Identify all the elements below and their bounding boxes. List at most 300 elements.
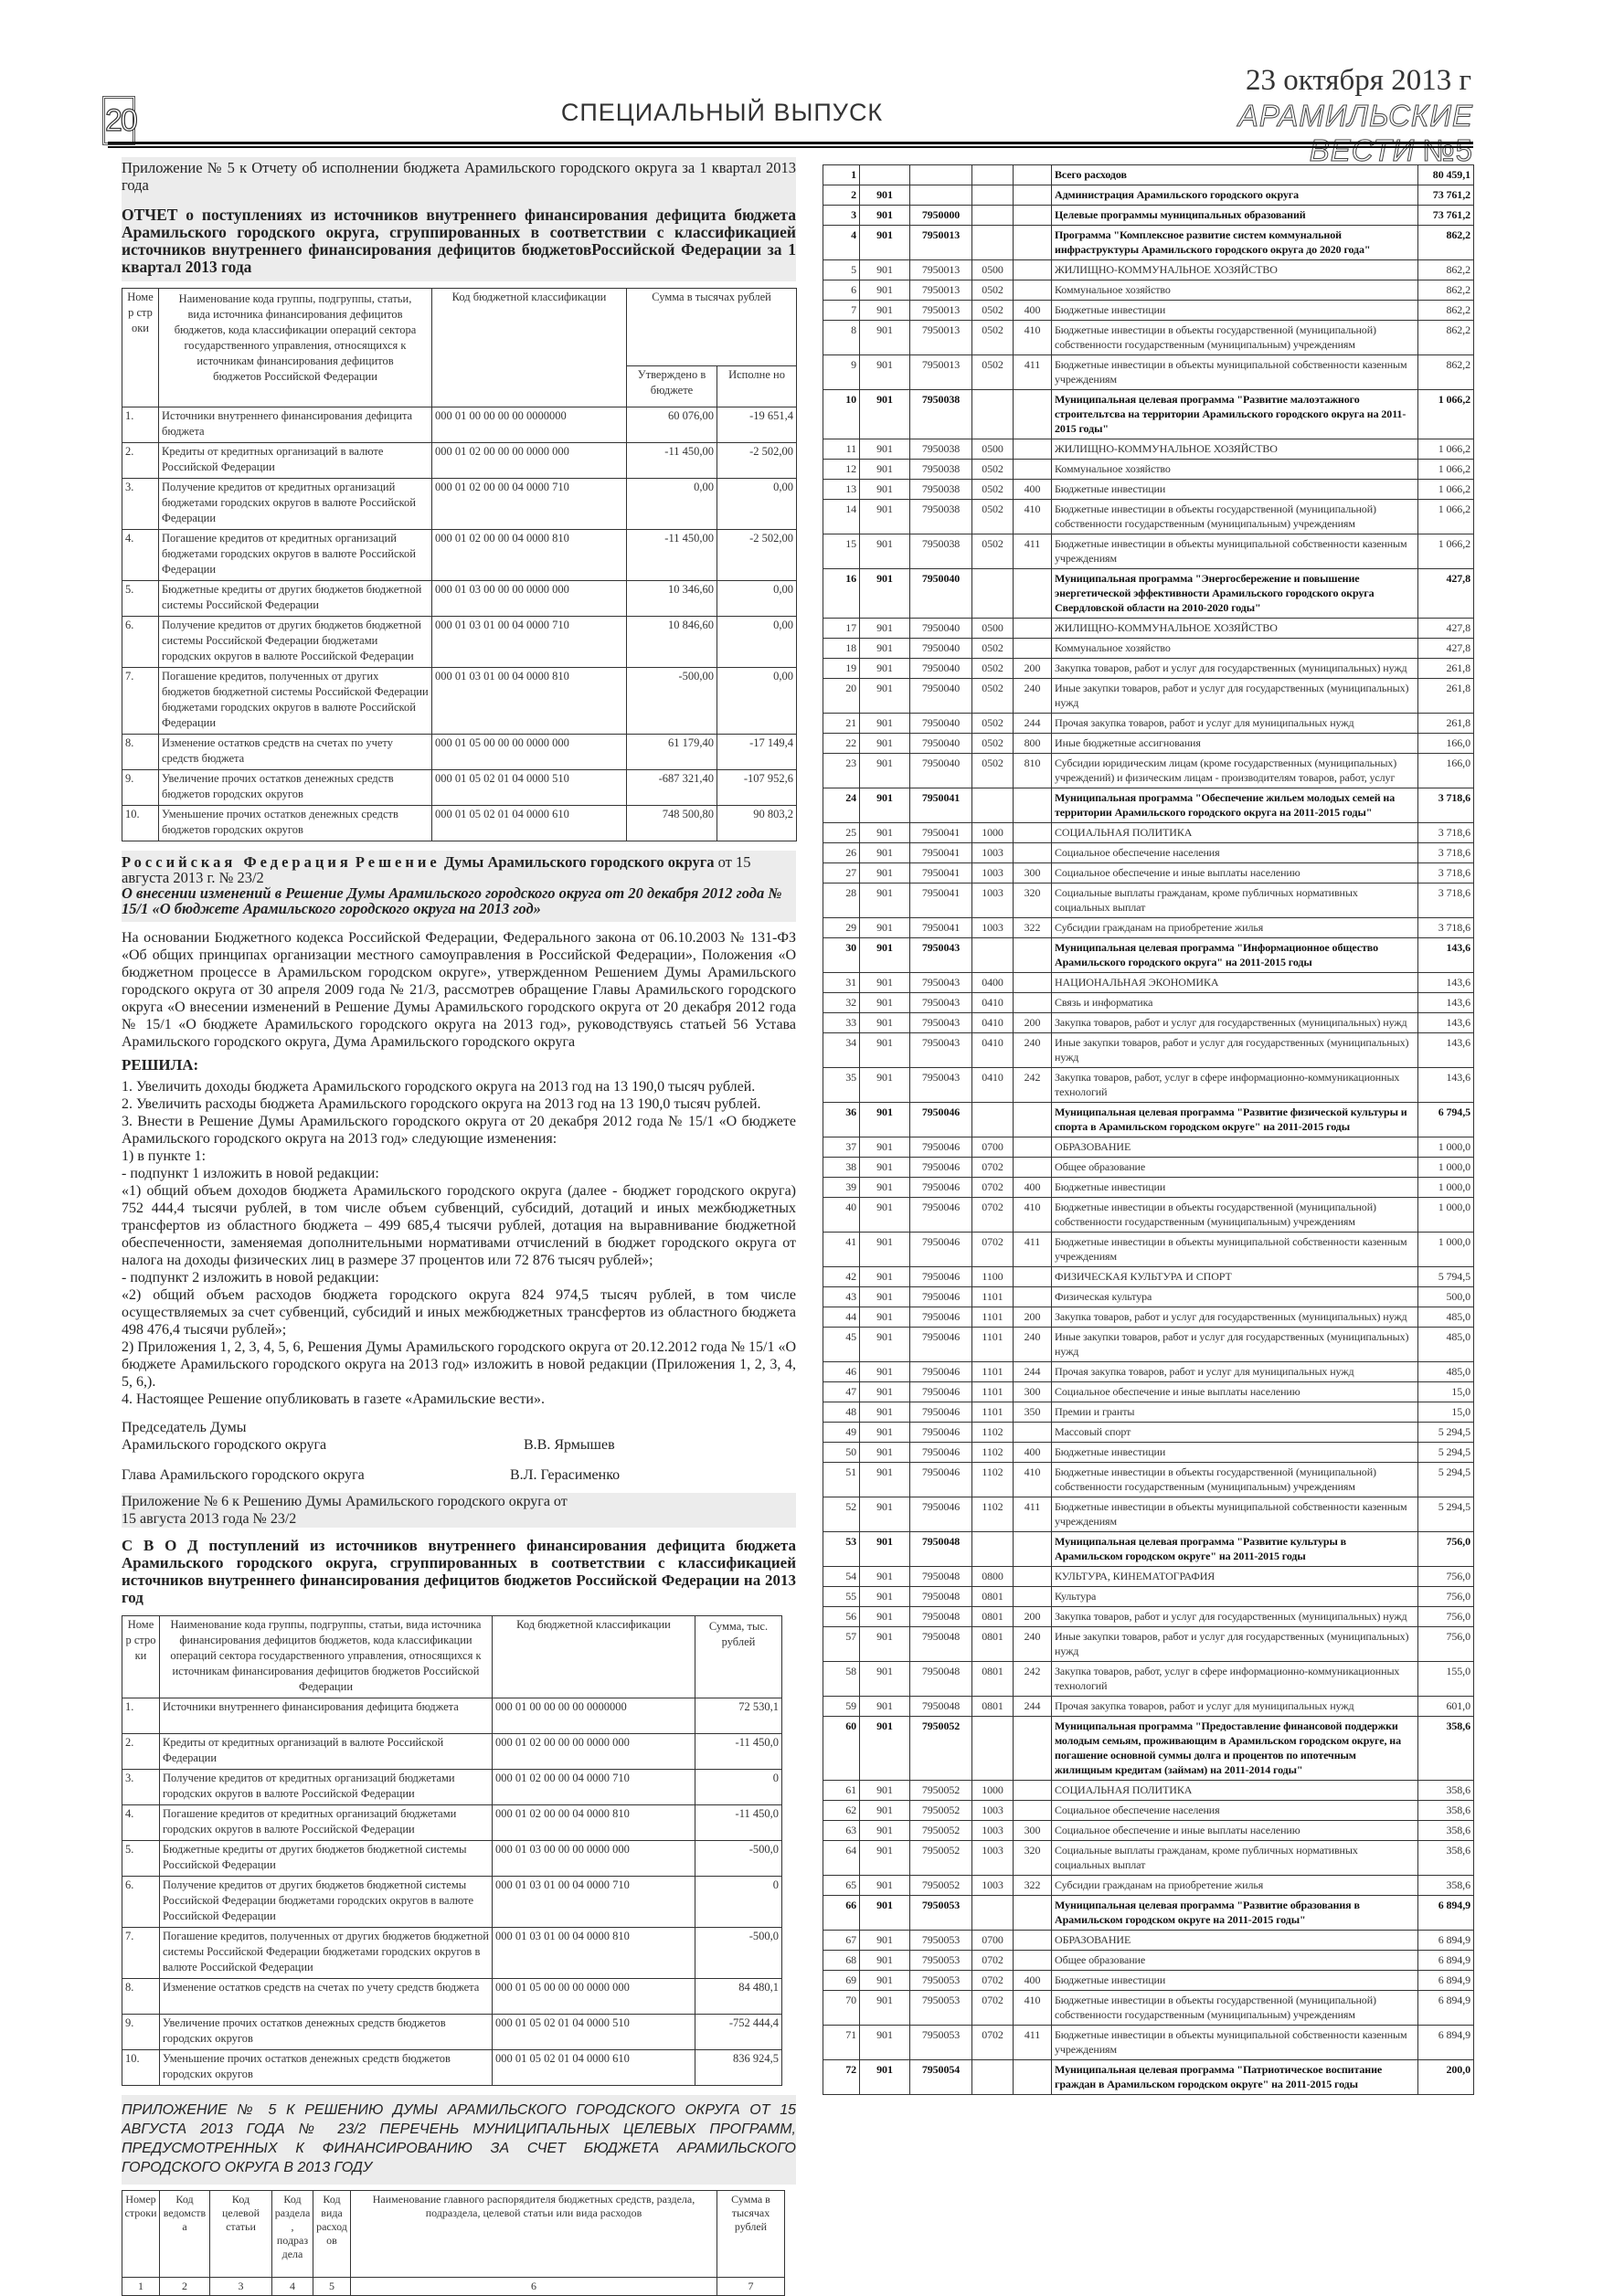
row-number: 68: [823, 1951, 860, 1971]
row-number: 43: [823, 1287, 860, 1307]
table-row: [823, 1662, 1474, 1697]
row-sum: 862,2: [1418, 280, 1474, 301]
col-header-no: Номер строки: [122, 1616, 160, 1698]
expense-code: [1014, 1896, 1052, 1931]
section-code: 1003: [972, 1801, 1014, 1821]
row-number: 70: [823, 1991, 860, 2026]
row-number: 52: [823, 1497, 860, 1532]
row-number: 2: [823, 185, 860, 206]
row-name: Закупка товаров, работ и услуг для государственных (муниципальных) нужд: [1052, 1607, 1418, 1627]
target-code: 7950048: [910, 1607, 972, 1627]
table-row: [823, 1587, 1474, 1607]
expense-code: [1014, 185, 1052, 206]
table-row: [122, 806, 797, 841]
row-sum: 862,2: [1418, 321, 1474, 355]
decision-items: [122, 1078, 796, 1408]
target-code: 7950040: [910, 679, 972, 714]
dept-code: 901: [860, 1382, 910, 1402]
row-sum: 1 000,0: [1418, 1158, 1474, 1178]
section-code: [972, 165, 1014, 185]
row-sum: 485,0: [1418, 1307, 1474, 1328]
row-name: Коммунальное хозяйство: [1052, 460, 1418, 480]
section-code: 1102: [972, 1423, 1014, 1443]
expense-code: [1014, 206, 1052, 226]
dept-code: 901: [860, 1781, 910, 1801]
dept-code: 901: [860, 280, 910, 301]
row-executed: -19 651,4: [717, 407, 797, 443]
section-code: 0702: [972, 1158, 1014, 1178]
row-sum: 427,8: [1418, 569, 1474, 619]
expense-code: [1014, 1587, 1052, 1607]
dept-code: 901: [860, 754, 910, 788]
table-row: [122, 530, 797, 581]
expense-code: [1014, 639, 1052, 659]
table-row: [823, 863, 1474, 883]
row-sum: 756,0: [1418, 1587, 1474, 1607]
row-executed: 90 803,2: [717, 806, 797, 841]
row-sum: 143,6: [1418, 993, 1474, 1013]
row-code: 000 01 05 00 00 00 0000 000: [432, 735, 627, 770]
row-code: 000 01 05 02 01 04 0000 510: [493, 2015, 695, 2050]
row-name: Получение кредитов от кредитных организаций бюджетами городских округов в валюте Российской Федерации: [160, 1770, 493, 1805]
report-appendix: Приложение № 5 к Отчету об исполнении бюджета Арамильского городского округа за 1 квартал 2013 года: [122, 159, 796, 194]
row-sum: 1 066,2: [1418, 460, 1474, 480]
row-number: 61: [823, 1781, 860, 1801]
section-code: 1101: [972, 1287, 1014, 1307]
section-code: 1003: [972, 843, 1014, 863]
row-number: 9.: [122, 2015, 160, 2050]
target-code: 7950040: [910, 659, 972, 679]
row-name: Погашение кредитов от кредитных организаций бюджетами городских округов в валюте Российской Федерации: [159, 530, 432, 581]
row-name: Прочая закупка товаров, работ и услуг для муниципальных нужд: [1052, 1697, 1418, 1717]
section-code: [972, 1532, 1014, 1567]
expense-code: 300: [1014, 863, 1052, 883]
row-number: 19: [823, 659, 860, 679]
row-name: Бюджетные инвестиции: [1052, 1443, 1418, 1463]
row-sum: 1 066,2: [1418, 500, 1474, 534]
section-code: 0502: [972, 321, 1014, 355]
dept-code: 901: [860, 1287, 910, 1307]
target-code: 7950038: [910, 460, 972, 480]
section-code: [972, 390, 1014, 439]
row-sum: 358,6: [1418, 1876, 1474, 1896]
row-sum: 5 294,5: [1418, 1443, 1474, 1463]
expense-code: 410: [1014, 500, 1052, 534]
expense-code: 244: [1014, 1697, 1052, 1717]
expense-code: 240: [1014, 1627, 1052, 1662]
table-row: [823, 500, 1474, 534]
row-name: СОЦИАЛЬНАЯ ПОЛИТИКА: [1052, 1781, 1418, 1801]
row-sum: 1 000,0: [1418, 1137, 1474, 1158]
row-sum: 155,0: [1418, 1662, 1474, 1697]
row-name: Субсидии юридическим лицам (кроме государственных (муниципальных) учреждений) и физическим лицам - производителям товаров, работ, услуг: [1052, 754, 1418, 788]
svod-table: [122, 1615, 782, 2086]
row-sum: 15,0: [1418, 1382, 1474, 1402]
row-number: 14: [823, 500, 860, 534]
section-code: 0502: [972, 301, 1014, 321]
row-number: 67: [823, 1931, 860, 1951]
row-number: 46: [823, 1362, 860, 1382]
row-number: 71: [823, 2026, 860, 2060]
report-title: ОТЧЕТ о поступлениях из источников внутреннего финансирования дефицита бюджета Арамильского городского округа, сгруппированных в соответствии с классификацией источников внутреннего финансирования дефицитов бюджетовРоссийской Федерации за 1 квартал 2013 года: [122, 206, 796, 276]
row-number: 17: [823, 619, 860, 639]
decision-country: Российская Федерация: [122, 853, 352, 871]
section-code: 1003: [972, 1841, 1014, 1876]
expense-code: 411: [1014, 1233, 1052, 1267]
section-code: 1102: [972, 1497, 1014, 1532]
section-code: [972, 569, 1014, 619]
expense-code: [1014, 165, 1052, 185]
expense-code: [1014, 1287, 1052, 1307]
row-sum: -11 450,0: [695, 1805, 782, 1841]
table-row: [823, 1267, 1474, 1287]
row-sum: 862,2: [1418, 301, 1474, 321]
row-name: Закупка товаров, работ, услуг в сфере информационно-коммуникационных технологий: [1052, 1662, 1418, 1697]
table-row: [823, 1991, 1474, 2026]
row-number: 5: [823, 260, 860, 280]
row-name: Коммунальное хозяйство: [1052, 280, 1418, 301]
target-code: 7950052: [910, 1717, 972, 1781]
programs-table: [823, 164, 1474, 2095]
table-row: [823, 1307, 1474, 1328]
row-number: 59: [823, 1697, 860, 1717]
row-name: Бюджетные кредиты от других бюджетов бюджетной системы Российской Федерации: [159, 581, 432, 617]
row-executed: -2 502,00: [717, 530, 797, 581]
dept-code: 901: [860, 1068, 910, 1103]
row-code: 000 01 03 01 00 04 0000 710: [493, 1877, 695, 1928]
table-row: [823, 569, 1474, 619]
row-name: Всего расходов: [1052, 165, 1418, 185]
section-code: 0702: [972, 1233, 1014, 1267]
row-number: 27: [823, 863, 860, 883]
dept-code: 901: [860, 1607, 910, 1627]
table-row: [823, 165, 1474, 185]
dept-code: 901: [860, 863, 910, 883]
dept-code: 901: [860, 734, 910, 754]
section-code: 0702: [972, 2026, 1014, 2060]
row-number: 57: [823, 1627, 860, 1662]
row-name: Увеличение прочих остатков денежных средств бюджетов городских округов: [159, 770, 432, 806]
row-name: Кредиты от кредитных организаций в валюте Российской Федерации: [160, 1734, 493, 1770]
row-name: Прочая закупка товаров, работ и услуг для муниципальных нужд: [1052, 714, 1418, 734]
target-code: 7950052: [910, 1801, 972, 1821]
target-code: 7950046: [910, 1463, 972, 1497]
target-code: 7950048: [910, 1627, 972, 1662]
row-number: 58: [823, 1662, 860, 1697]
row-sum: 756,0: [1418, 1607, 1474, 1627]
target-code: 7950046: [910, 1178, 972, 1198]
row-name: Программа "Комплексное развитие систем коммунальной инфраструктуры Арамильского городского округа до 2020 года": [1052, 226, 1418, 260]
row-code: 000 01 02 00 00 04 0000 810: [432, 530, 627, 581]
dept-code: 901: [860, 1662, 910, 1697]
dept-code: 901: [860, 1991, 910, 2026]
row-sum: 1 000,0: [1418, 1233, 1474, 1267]
section-code: 0702: [972, 1178, 1014, 1198]
row-name: Бюджетные кредиты от других бюджетов бюджетной системы Российской Федерации: [160, 1841, 493, 1877]
dept-code: [860, 165, 910, 185]
target-code: 7950046: [910, 1402, 972, 1423]
row-sum: 358,6: [1418, 1841, 1474, 1876]
table-row: [823, 1497, 1474, 1532]
dept-code: 901: [860, 1328, 910, 1362]
table-row: [823, 321, 1474, 355]
dept-code: 901: [860, 1178, 910, 1198]
expense-code: 200: [1014, 1307, 1052, 1328]
row-name: Общее образование: [1052, 1158, 1418, 1178]
row-number: 45: [823, 1328, 860, 1362]
section-code: [972, 206, 1014, 226]
table-row: [823, 1362, 1474, 1382]
decision-item: 2) Приложения 1, 2, 3, 4, 5, 6, Решения Думы Арамильского городского округа от 20.12.2012 года № 15/1 «О бюджете Арамильского городского округа на 2013 год» изложить в новой редакции (Приложения 1, 2, 3, 4, 5, 6,).: [122, 1339, 796, 1390]
section-code: 1000: [972, 823, 1014, 843]
row-sum: 836 924,5: [695, 2050, 782, 2086]
table-row: [823, 1697, 1474, 1717]
row-name: Муниципальная целевая программа "Развитие культуры в Арамильском городском округе" на 2011-2015 годы: [1052, 1532, 1418, 1567]
row-sum: 3 718,6: [1418, 883, 1474, 918]
row-name: Муниципальная целевая программа "Развитие физической культуры и спорта в Арамильском городском округе" на 2011-2015 годы: [1052, 1103, 1418, 1137]
expense-code: 240: [1014, 1033, 1052, 1068]
row-sum: -752 444,4: [695, 2015, 782, 2050]
row-sum: 1 066,2: [1418, 390, 1474, 439]
row-name: Уменьшение прочих остатков денежных средств бюджетов городских округов: [160, 2050, 493, 2086]
target-code: 7950013: [910, 260, 972, 280]
dept-code: 901: [860, 226, 910, 260]
target-code: 7950053: [910, 1991, 972, 2026]
row-name: ЖИЛИЩНО-КОММУНАЛЬНОЕ ХОЗЯЙСТВО: [1052, 260, 1418, 280]
row-sum: 84 480,1: [695, 1979, 782, 2015]
row-number: 21: [823, 714, 860, 734]
table-row: [122, 443, 797, 479]
section-code: 0801: [972, 1587, 1014, 1607]
expense-code: [1014, 1951, 1052, 1971]
expense-code: 320: [1014, 1841, 1052, 1876]
row-name: Получение кредитов от других бюджетов бюджетной системы Российской Федерации бюджетами городских округов в валюте Российской Федерации: [160, 1877, 493, 1928]
page-number: 20: [102, 96, 135, 145]
table-row: [823, 734, 1474, 754]
target-code: 7950043: [910, 973, 972, 993]
row-sum: 358,6: [1418, 1781, 1474, 1801]
target-code: 7950046: [910, 1267, 972, 1287]
target-code: 7950013: [910, 321, 972, 355]
row-name: Закупка товаров, работ и услуг для государственных (муниципальных) нужд: [1052, 1307, 1418, 1328]
signature-chairman: [122, 1419, 796, 1454]
expense-code: 410: [1014, 1991, 1052, 2026]
dept-code: 901: [860, 1423, 910, 1443]
dept-code: 901: [860, 1137, 910, 1158]
dept-code: 901: [860, 1307, 910, 1328]
table-row: [823, 1402, 1474, 1423]
col-header: Код ведомства: [160, 2191, 210, 2278]
section-code: 1003: [972, 863, 1014, 883]
table-row: [823, 439, 1474, 460]
row-number: 53: [823, 1532, 860, 1567]
table-row: [823, 1198, 1474, 1233]
expense-code: 400: [1014, 301, 1052, 321]
col-header: Код целевой статьи: [210, 2191, 272, 2278]
dept-code: 901: [860, 1931, 910, 1951]
col-header-code: Код бюджетной классификации: [432, 289, 627, 407]
table-row: [823, 883, 1474, 918]
row-name: Закупка товаров, работ и услуг для государственных (муниципальных) нужд: [1052, 659, 1418, 679]
target-code: 7950048: [910, 1587, 972, 1607]
dept-code: 901: [860, 301, 910, 321]
masthead-title: АРАМИЛЬСКИЕ ВЕСТИ: [1237, 99, 1473, 167]
target-code: 7950046: [910, 1287, 972, 1307]
target-code: 7950053: [910, 2026, 972, 2060]
table-row: [823, 1178, 1474, 1198]
row-name: Уменьшение прочих остатков денежных средств бюджетов городских округов: [159, 806, 432, 841]
row-sum: 6 794,5: [1418, 1103, 1474, 1137]
row-sum: 1 066,2: [1418, 439, 1474, 460]
table-row: [122, 1979, 782, 2015]
decision-resolved: РЕШИЛА:: [122, 1056, 199, 1074]
row-sum: 427,8: [1418, 639, 1474, 659]
signature-title: Председатель Думы: [122, 1420, 247, 1435]
row-name: Бюджетные инвестиции в объекты муниципальной собственности казенным учреждениям: [1052, 534, 1418, 569]
expense-code: [1014, 2060, 1052, 2095]
table-row: [823, 390, 1474, 439]
row-executed: -2 502,00: [717, 443, 797, 479]
section-code: 0702: [972, 1971, 1014, 1991]
expense-code: [1014, 973, 1052, 993]
table-row: [823, 1233, 1474, 1267]
row-number: 69: [823, 1971, 860, 1991]
table-row: [823, 1423, 1474, 1443]
expense-code: 411: [1014, 355, 1052, 390]
row-name: Социальное обеспечение и иные выплаты населению: [1052, 1821, 1418, 1841]
expense-code: 400: [1014, 1443, 1052, 1463]
row-name: ОБРАЗОВАНИЕ: [1052, 1137, 1418, 1158]
dept-code: 901: [860, 788, 910, 823]
table-row: [823, 788, 1474, 823]
row-name: Иные закупки товаров, работ и услуг для государственных (муниципальных) нужд: [1052, 1328, 1418, 1362]
row-name: Бюджетные инвестиции в объекты государственной (муниципальной) собственности государственным (муниципальным) учреждениям: [1052, 1991, 1418, 2026]
row-number: 64: [823, 1841, 860, 1876]
table-row: [122, 1805, 782, 1841]
col-header-name: Наименование кода группы, подгруппы, статьи, вида источника финансирования дефицитов бюджетов, кода классификации операций сектора государственного управления, относящихся к источникам финансирования дефицитов бюджетов Российской Федерации: [159, 289, 432, 407]
decision-item: 4. Настоящее Решение опубликовать в газете «Арамильские вести».: [122, 1391, 545, 1407]
col-header-sum: Сумма в тысячах рублей: [627, 289, 797, 366]
row-executed: 0,00: [717, 668, 797, 735]
expense-code: 400: [1014, 1178, 1052, 1198]
row-approved: -687 321,40: [627, 770, 717, 806]
table-row: [122, 1877, 782, 1928]
dept-code: 901: [860, 355, 910, 390]
row-name: Коммунальное хозяйство: [1052, 639, 1418, 659]
section-code: 0801: [972, 1697, 1014, 1717]
expense-code: 200: [1014, 1013, 1052, 1033]
programs-header-table: [122, 2190, 785, 2296]
table-row: [823, 1068, 1474, 1103]
table-row: [823, 1328, 1474, 1362]
row-name: Источники внутреннего финансирования дефицита бюджета: [159, 407, 432, 443]
table-row: [823, 480, 1474, 500]
target-code: 7950046: [910, 1158, 972, 1178]
row-sum: 5 794,5: [1418, 1267, 1474, 1287]
row-name: Муниципальная целевая программа "Развитие малоэтажного строительтсва на территории Арамильского городского округа на 2011-2015 годы": [1052, 390, 1418, 439]
row-sum: 6 894,9: [1418, 1951, 1474, 1971]
dept-code: 901: [860, 679, 910, 714]
target-code: 7950041: [910, 918, 972, 938]
row-name: ОБРАЗОВАНИЕ: [1052, 1931, 1418, 1951]
decision-body: Думы Арамильского городского округа: [443, 853, 715, 871]
section-code: [972, 1896, 1014, 1931]
table-row: [823, 1931, 1474, 1951]
col-header: Код раздела, подраздела: [272, 2191, 313, 2278]
expense-code: 300: [1014, 1382, 1052, 1402]
dept-code: 901: [860, 569, 910, 619]
table-row: [823, 2026, 1474, 2060]
dept-code: 901: [860, 1821, 910, 1841]
row-code: 000 01 02 00 00 04 0000 710: [432, 479, 627, 530]
section-code: 1102: [972, 1463, 1014, 1497]
section-code: 0502: [972, 714, 1014, 734]
table-row: [823, 1033, 1474, 1068]
header-rule: [108, 142, 1473, 148]
row-name: Социальное обеспечение населения: [1052, 843, 1418, 863]
col-header: Сумма в тысячах рублей: [717, 2191, 785, 2278]
expense-code: [1014, 390, 1052, 439]
section-code: [972, 2060, 1014, 2095]
target-code: 7950013: [910, 301, 972, 321]
col-number: 1: [122, 2278, 160, 2296]
decision-item: - подпункт 1 изложить в новой редакции:: [122, 1166, 379, 1181]
row-sum: 3 718,6: [1418, 863, 1474, 883]
expense-code: [1014, 993, 1052, 1013]
row-sum: 143,6: [1418, 1068, 1474, 1103]
section-code: 0801: [972, 1662, 1014, 1697]
target-code: 7950052: [910, 1821, 972, 1841]
section-code: 0410: [972, 1013, 1014, 1033]
row-name: Бюджетные инвестиции: [1052, 1178, 1418, 1198]
row-sum: 261,8: [1418, 659, 1474, 679]
table-row: [122, 2015, 782, 2050]
row-sum: 5 294,5: [1418, 1463, 1474, 1497]
row-name: Субсидии гражданам на приобретение жилья: [1052, 1876, 1418, 1896]
row-number: 60: [823, 1717, 860, 1781]
row-number: 2.: [122, 443, 159, 479]
row-sum: 15,0: [1418, 1402, 1474, 1423]
table-row: [823, 1717, 1474, 1781]
section-code: 1000: [972, 1781, 1014, 1801]
section-code: 1003: [972, 883, 1014, 918]
newspaper-masthead: [1142, 99, 1473, 168]
row-code: 000 01 02 00 00 00 0000 000: [493, 1734, 695, 1770]
dept-code: 901: [860, 1402, 910, 1423]
section-code: 0400: [972, 973, 1014, 993]
row-number: 44: [823, 1307, 860, 1328]
table-row: [823, 1158, 1474, 1178]
dept-code: 901: [860, 1497, 910, 1532]
section-code: 1101: [972, 1362, 1014, 1382]
issue-number: №5: [1422, 133, 1473, 167]
row-name: Муниципальная программа "Предоставление финансовой поддержки молодым семьям, проживающим в Арамильском городском округе, на погашение основной суммы долга и процентов по ипотечным жилищным кредитам (займам) на 2011-2014 годы": [1052, 1717, 1418, 1781]
dept-code: 901: [860, 500, 910, 534]
expense-code: 410: [1014, 1198, 1052, 1233]
row-sum: 485,0: [1418, 1328, 1474, 1362]
row-name: СОЦИАЛЬНАЯ ПОЛИТИКА: [1052, 823, 1418, 843]
dept-code: 901: [860, 390, 910, 439]
row-number: 5.: [122, 581, 159, 617]
col-header: Код вида расходов: [313, 2191, 351, 2278]
target-code: 7950038: [910, 480, 972, 500]
target-code: 7950041: [910, 843, 972, 863]
row-name: НАЦИОНАЛЬНАЯ ЭКОНОМИКА: [1052, 973, 1418, 993]
dept-code: 901: [860, 1971, 910, 1991]
row-number: 63: [823, 1821, 860, 1841]
expense-code: [1014, 788, 1052, 823]
row-name: Социальные выплаты гражданам, кроме публичных нормативных социальных выплат: [1052, 883, 1418, 918]
